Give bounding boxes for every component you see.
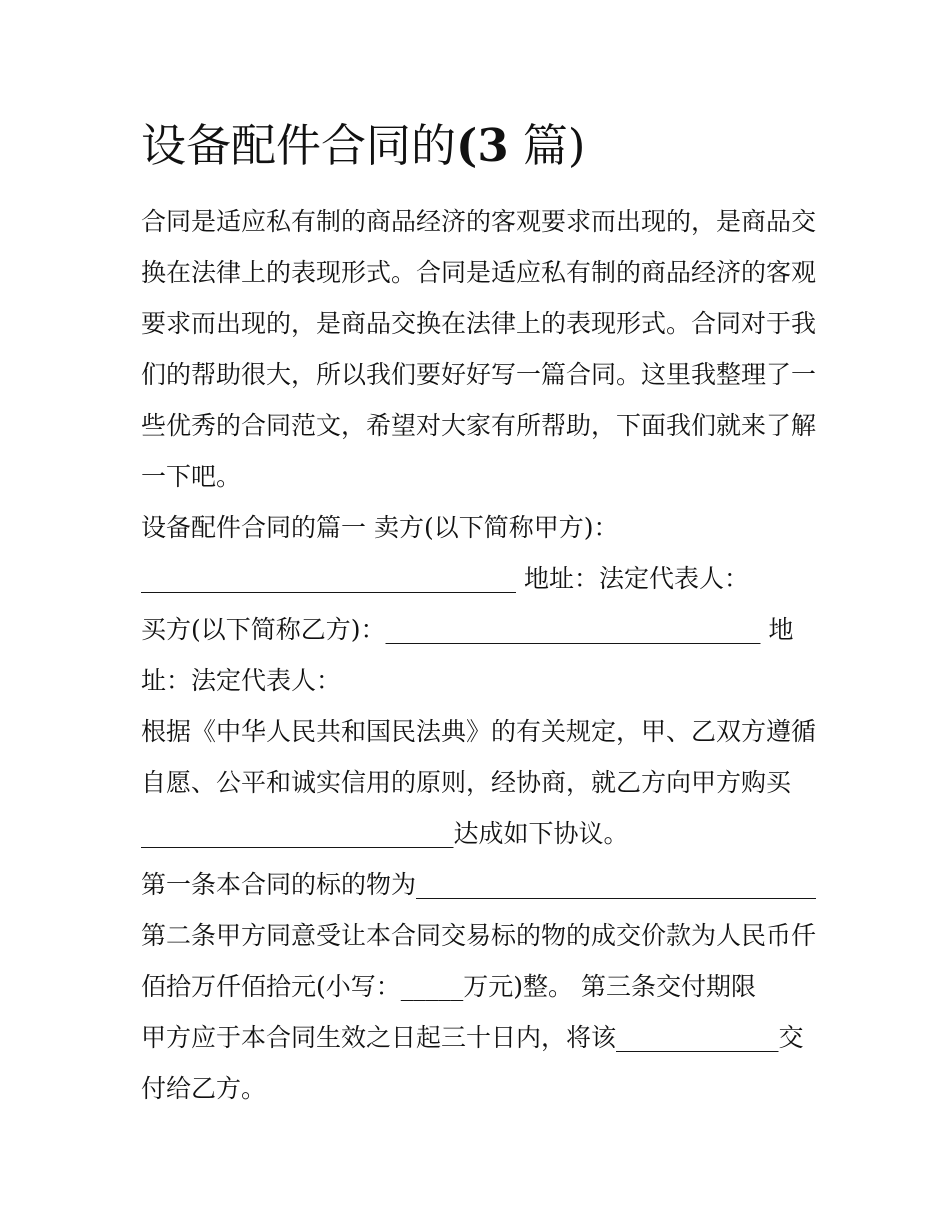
document-title — [141, 114, 586, 178]
seller-address-line: ______________________________ 地址：法定代表人： — [141, 564, 749, 593]
buyer-line: 买方(以下简称乙方)：______________________________ 地 — [141, 615, 794, 644]
article-two-line-2: 佰拾万仟佰拾元(小写：_____万元)整。 第三条交付期限 — [141, 972, 756, 1001]
article-three-line-2: 付给乙方。 — [141, 1074, 267, 1103]
title-suffix: 篇) — [508, 119, 586, 172]
article-one-line: 第一条本合同的标的物为________________________________ — [141, 870, 817, 899]
title-open-paren: ( — [456, 119, 478, 172]
buyer-address-line: 址：法定代表人： — [141, 666, 342, 695]
body-line-2: 换在法律上的表现形式。合同是适应私有制的商品经济的客观 — [141, 258, 817, 287]
title-prefix: 设备配件合同的 — [141, 119, 457, 172]
clause-intro-line-1: 根据《中华人民共和国民法典》的有关规定，甲、乙双方遵循 — [141, 717, 817, 746]
article-two-line-1: 第二条甲方同意受让本合同交易标的物的成交价款为人民币仟 — [141, 921, 817, 950]
body-line-1: 合同是适应私有制的商品经济的客观要求而出现的，是商品交 — [141, 207, 817, 236]
article-three-line-1: 甲方应于本合同生效之日起三十日内，将该_____________交 — [141, 1023, 804, 1052]
body-line-4: 们的帮助很大，所以我们要好好写一篇合同。这里我整理了一 — [141, 360, 817, 389]
body-line-5: 些优秀的合同范文，希望对大家有所帮助，下面我们就来了解 — [141, 411, 817, 440]
body-line-6: 一下吧。 — [141, 462, 242, 491]
title-count: 3 — [477, 119, 509, 172]
section-heading-part-one: 设备配件合同的篇一 卖方(以下简称甲方)： — [141, 513, 619, 542]
clause-intro-line-2: 自愿、公平和诚实信用的原则，经协商，就乙方向甲方购买 — [141, 768, 792, 797]
clause-intro-line-3: _________________________达成如下协议。 — [141, 819, 629, 848]
body-line-3: 要求而出现的，是商品交换在法律上的表现形式。合同对于我 — [141, 309, 817, 338]
